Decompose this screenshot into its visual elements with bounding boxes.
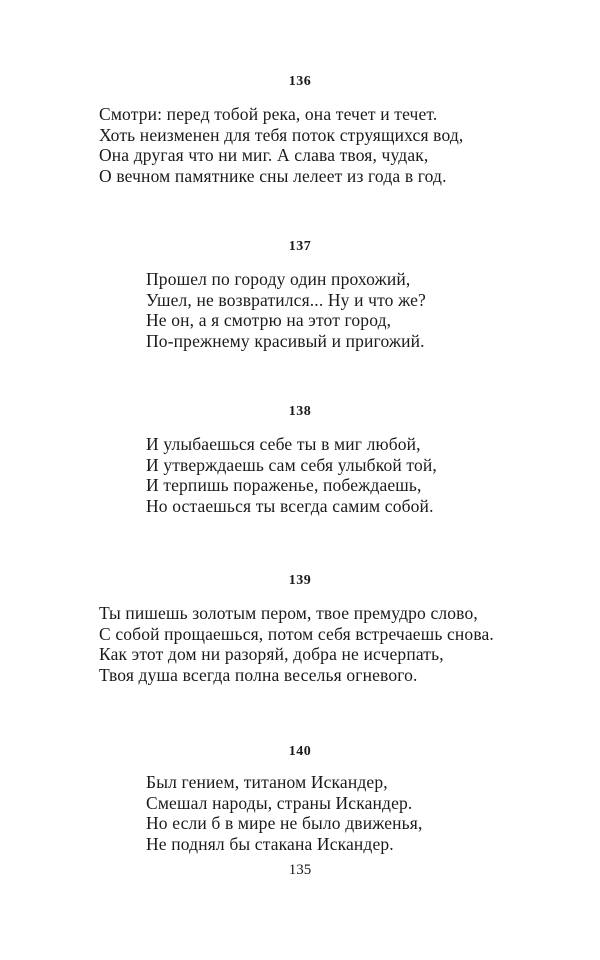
poem-stanza (99, 104, 463, 186)
poem-line: Не он, а я смотрю на этот город, (146, 310, 392, 330)
poem-line: Ушел, не возвратился... Ну и что же? (146, 289, 426, 310)
poem-line: С собой прощаешься, потом себя встречаешь снова. (99, 623, 494, 644)
poem-line: И терпишь пораженье, побеждаешь, (146, 475, 422, 495)
poem-number: 140 (288, 744, 312, 759)
poem-line: И улыбаешься себе ты в миг любой, (146, 434, 421, 454)
poem-line: Смотри: перед тобой река, она течет и течет. (99, 104, 438, 124)
poem-stanza (99, 603, 494, 685)
poem-number: 136 (288, 74, 312, 89)
poem-number: 139 (288, 573, 312, 588)
poem-line: Она другая что ни миг. А слава твоя, чудак, (99, 145, 429, 165)
poem-line: Смешал народы, страны Искандер. (146, 792, 413, 813)
poem-stanza (146, 434, 437, 516)
poem-line: Хоть неизменен для тебя поток струящихся вод, (99, 124, 464, 145)
poem-line: Не поднял бы стакана Искандер. (146, 833, 394, 854)
poem-line: Но если б в мире не было движенья, (146, 813, 423, 833)
poem-stanza (146, 772, 423, 854)
poem-line: Но остаешься ты всегда самим собой. (146, 495, 434, 516)
poem-line: Прошел по городу один прохожий, (146, 269, 411, 289)
poem-line: И утверждаешь сам себя улыбкой той, (146, 454, 437, 475)
poem-line: По-прежнему красивый и пригожий. (146, 330, 425, 351)
poem-line: Как этот дом ни разоряй, добра не исчерпать, (99, 644, 444, 664)
poem-line: Был гением, титаном Искандер, (146, 772, 388, 792)
poem-number: 138 (288, 404, 312, 419)
poem-stanza (146, 269, 426, 351)
poem-number: 137 (288, 239, 312, 254)
poem-line: Ты пишешь золотым пером, твое премудро слово, (99, 603, 478, 623)
poem-line: О вечном памятнике сны лелеет из года в год. (99, 165, 447, 186)
poem-line: Твоя душа всегда полна веселья огневого. (99, 664, 418, 685)
page-number: 135 (288, 862, 312, 878)
